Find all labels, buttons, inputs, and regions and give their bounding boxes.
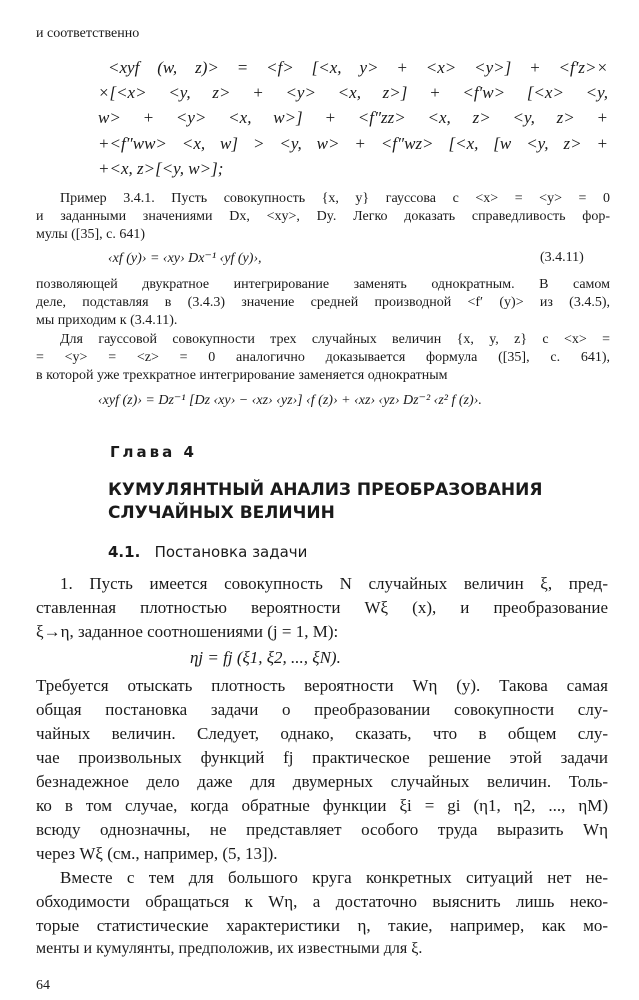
example-formula-2: ‹xyf (z)› = Dz⁻¹ [Dz ‹xy› − ‹xz› ‹yz›] ‹f (z)› + ‹xz› ‹yz› Dz⁻² ‹z² f (z)›. [98, 393, 482, 408]
formula-line-3: w> + <y> <x, w>] + <f″zz> <x, z> <y, z> + [98, 108, 608, 127]
transform-equation: ηj = fj (ξ1, ξ2, ..., ξN). [190, 648, 341, 667]
body-p2-line-7: всюду однозначны, не представляет особого труда выразить Wη [36, 820, 608, 839]
example-line-9: в которой уже трехкратное интегрирование заменяется однократным [36, 368, 448, 383]
body-p2-line-1: Требуется отыскать плотность вероятности Wη (y). Такова самая [36, 676, 608, 695]
body-p1-line-2: ставленная плотностью вероятности Wξ (x), и преобразование [36, 598, 608, 617]
chapter-title-line-2: СЛУЧАЙНЫХ ВЕЛИЧИН [108, 503, 335, 523]
body-p2-line-6: ко в том случае, когда обратные функции ξi = gi (η1, η2, ..., ηM) [36, 796, 608, 815]
example-line-3: мулы ([35], с. 641) [36, 227, 145, 242]
example-line-2: и заданными значениями Dx, <xy>, Dy. Легко доказать справедливость фор- [36, 209, 610, 224]
body-p2-line-5: безнадежное дело даже для двумерных случайных величин. Толь- [36, 772, 608, 791]
example-line-5: деле, подставляя в (3.4.3) значение средней производной <f′ (y)> из (3.4.5), [36, 295, 610, 310]
body-p3-line-4: менты и кумулянты, предположив, их известными для ξ. [36, 940, 423, 957]
body-p2-line-8: через Wξ (см., например, (5, 13]). [36, 844, 278, 863]
section-number: 4.1. [108, 543, 141, 561]
formula-line-5: +<x, z>[<y, w>]; [98, 159, 224, 178]
example-line-6: мы приходим к (3.4.11). [36, 313, 178, 328]
page-number: 64 [36, 978, 50, 993]
formula-line-1: <xyf (w, z)> = <f> [<x, y> + <x> <y>] + <f′z>× [108, 58, 608, 77]
body-p2-line-3: чайных величин. Следует, однако, сказать, что в общем слу- [36, 724, 608, 743]
intro-text: и соответственно [36, 26, 140, 41]
example-line-1: Пример 3.4.1. Пусть совокупность {x, y} гауссова с <x> = <y> = 0 [60, 191, 610, 206]
formula-line-2: ×[<x> <y, z> + <y> <x, z>] + <f′w> [<x> <y, [98, 83, 608, 102]
example-formula: ‹xf (y)› = ‹xy› Dx⁻¹ ‹yf (y)›, [108, 251, 262, 266]
formula-line-4: +<f″ww> <x, w] > <y, w> + <f″wz> [<x, [w <y, z> + [98, 134, 608, 153]
body-p2-line-4: чае произвольных функций fj практическое решение этой задачи [36, 748, 608, 767]
chapter-title-line-1: КУМУЛЯНТНЫЙ АНАЛИЗ ПРЕОБРАЗОВАНИЯ [108, 480, 543, 500]
section-heading [108, 543, 307, 561]
example-line-4: позволяющей двукратное интегрирование заменять однократным. В самом [36, 277, 610, 292]
body-p2-line-2: общая постановка задачи о преобразовании совокупности слу- [36, 700, 608, 719]
section-title: Постановка задачи [154, 543, 308, 561]
body-p3-line-3: торые статистические характеристики η, такие, например, как мо- [36, 916, 608, 935]
body-p1-line-3: ξ→η, заданное соотношениями (j = 1, M): [36, 622, 339, 641]
chapter-label: Глава 4 [110, 443, 197, 461]
body-p3-line-2: обходимости обращаться к Wη, а достаточно выяснить лишь неко- [36, 892, 608, 911]
body-p1-line-1: 1. Пусть имеется совокупность N случайных величин ξ, пред- [60, 574, 608, 593]
body-p3-line-1: Вместе с тем для большого круга конкретных ситуаций нет не- [60, 868, 608, 887]
equation-number: (3.4.11) [540, 250, 584, 265]
example-line-7: Для гауссовой совокупности трех случайных величин {x, y, z} с <x> = [60, 332, 610, 347]
example-line-8: = <y> = <z> = 0 аналогично доказывается формула ([35], с. 641), [36, 350, 610, 365]
